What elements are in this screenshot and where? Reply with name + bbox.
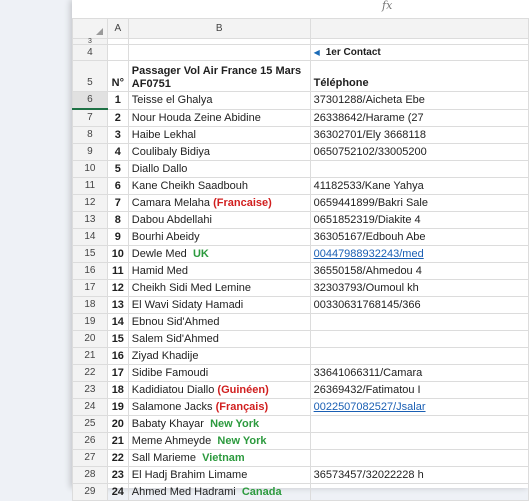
number-cell[interactable]: 3 xyxy=(107,127,128,144)
phone-text: 33641066311/Camara xyxy=(313,367,423,379)
row-header[interactable]: 15 xyxy=(73,246,108,263)
number-cell[interactable]: 11 xyxy=(107,263,128,280)
spreadsheet-grid xyxy=(72,18,529,501)
row-header[interactable]: 14 xyxy=(73,229,108,246)
table-row xyxy=(73,467,529,484)
passenger-name: Ebnou Sid'Ahmed xyxy=(131,316,220,328)
passenger-note: (Francaise) xyxy=(213,197,272,209)
number-cell[interactable]: 17 xyxy=(107,365,128,382)
select-all-corner[interactable] xyxy=(73,19,108,39)
phone-cell[interactable] xyxy=(310,365,528,382)
row-header[interactable]: 25 xyxy=(73,416,108,433)
column-header-a[interactable]: A xyxy=(107,19,128,39)
phone-text: 0659441899/Bakri Sale xyxy=(313,197,428,209)
row-header[interactable]: 3 xyxy=(73,39,108,45)
passenger-note: New York xyxy=(217,435,267,447)
select-all-triangle-icon xyxy=(96,28,103,35)
table-row xyxy=(73,144,529,161)
table-row xyxy=(73,297,529,314)
row-header[interactable]: 10 xyxy=(73,161,108,178)
row-header[interactable]: 21 xyxy=(73,348,108,365)
number-header-cell[interactable]: N° xyxy=(107,61,128,92)
phone-cell[interactable] xyxy=(310,109,528,127)
number-cell[interactable]: 24 xyxy=(107,484,128,501)
passenger-name-cell[interactable] xyxy=(128,280,310,297)
row-header[interactable]: 11 xyxy=(73,178,108,195)
row-header[interactable]: 27 xyxy=(73,450,108,467)
table-row xyxy=(73,331,529,348)
passenger-name: Dewle Med xyxy=(131,248,187,260)
formula-bar[interactable] xyxy=(72,0,529,19)
table-row xyxy=(73,195,529,212)
fx-icon[interactable]: fx xyxy=(382,0,393,12)
passenger-name-cell[interactable] xyxy=(128,382,310,399)
passenger-name-cell[interactable] xyxy=(128,229,310,246)
passenger-name: Hamid Med xyxy=(131,265,189,277)
number-cell[interactable]: 13 xyxy=(107,297,128,314)
number-cell[interactable]: 2 xyxy=(107,109,128,127)
phone-text: 37301288/Aicheta Ebe xyxy=(313,94,425,107)
passenger-note: Canada xyxy=(241,486,282,498)
phone-text: 00330631768145/366 xyxy=(313,299,421,311)
passenger-name-cell[interactable] xyxy=(128,195,310,212)
column-header-b[interactable]: B xyxy=(128,19,310,39)
cell[interactable] xyxy=(107,45,128,61)
phone-text: 36550158/Ahmedou 4 xyxy=(313,265,422,277)
phone-cell[interactable] xyxy=(310,161,528,178)
phone-link[interactable]: 00447988932243/med xyxy=(313,248,424,260)
table-row xyxy=(73,280,529,297)
phone-cell[interactable] xyxy=(310,246,528,263)
phone-cell[interactable] xyxy=(310,399,528,416)
phone-text: 26338642/Harame (27 xyxy=(313,111,424,124)
passenger-name: Meme Ahmeyde xyxy=(131,435,212,447)
passenger-name-cell[interactable] xyxy=(128,127,310,144)
passenger-name: Coulibaly Bidiya xyxy=(131,146,211,158)
table-row xyxy=(73,161,529,178)
phone-cell[interactable] xyxy=(310,450,528,467)
row-header[interactable]: 7 xyxy=(73,109,108,127)
passenger-name: Nour Houda Zeine Abidine xyxy=(131,111,261,124)
row-header[interactable]: 22 xyxy=(73,365,108,382)
phone-cell[interactable] xyxy=(310,467,528,484)
number-cell[interactable]: 8 xyxy=(107,212,128,229)
number-cell[interactable]: 4 xyxy=(107,144,128,161)
passenger-name: Dabou Abdellahi xyxy=(131,214,212,226)
row-header[interactable]: 19 xyxy=(73,314,108,331)
passenger-note: UK xyxy=(192,248,209,260)
passenger-name: Cheikh Sidi Med Lemine xyxy=(131,282,252,294)
arrow-left-icon: ◀ xyxy=(313,48,320,57)
passenger-name-cell[interactable] xyxy=(128,314,310,331)
phone-cell[interactable] xyxy=(310,229,528,246)
phone-cell[interactable] xyxy=(310,484,528,501)
passenger-name: Salamone Jacks xyxy=(131,401,213,413)
passenger-name: Bourhi Abeidy xyxy=(131,231,200,243)
table-row xyxy=(73,365,529,382)
passenger-note: (Guinéen) xyxy=(217,384,269,396)
row-header[interactable]: 17 xyxy=(73,280,108,297)
contact-header-cell[interactable] xyxy=(310,45,528,61)
passenger-name-cell[interactable] xyxy=(128,109,310,127)
passenger-name-cell[interactable] xyxy=(128,331,310,348)
phone-text: 0651852319/Diakite 4 xyxy=(313,214,421,226)
table-row xyxy=(73,484,529,501)
passenger-name: Babaty Khayar xyxy=(131,418,204,430)
number-cell[interactable]: 22 xyxy=(107,450,128,467)
table-row xyxy=(73,212,529,229)
passenger-note: Vietnam xyxy=(202,452,245,464)
row-header[interactable]: 24 xyxy=(73,399,108,416)
phone-cell[interactable] xyxy=(310,263,528,280)
phone-cell[interactable] xyxy=(310,178,528,195)
column-header-c[interactable] xyxy=(310,19,528,39)
passenger-name-cell[interactable] xyxy=(128,365,310,382)
phone-text: 26369432/Fatimatou I xyxy=(313,384,421,396)
table-row xyxy=(73,229,529,246)
phone-text: 36573457/32022228 h xyxy=(313,469,424,481)
passenger-name: Camara Melaha xyxy=(131,197,211,209)
passenger-name-cell[interactable] xyxy=(128,263,310,280)
table-row xyxy=(73,314,529,331)
passenger-name: El Wavi Sidaty Hamadi xyxy=(131,299,244,311)
passenger-name-cell[interactable] xyxy=(128,92,310,110)
passenger-name-cell[interactable] xyxy=(128,144,310,161)
row-header[interactable]: 8 xyxy=(73,127,108,144)
phone-cell[interactable] xyxy=(310,314,528,331)
table-row xyxy=(73,348,529,365)
phone-text: 0650752102/33005200 xyxy=(313,146,427,158)
passenger-note: New York xyxy=(210,418,260,430)
phone-text: 32303793/Oumoul kh xyxy=(313,282,419,294)
passenger-name: Teisse el Ghalya xyxy=(131,94,213,107)
row-header[interactable]: 29 xyxy=(73,484,108,501)
phone-text: 36302701/Ely 3668118 xyxy=(313,129,426,141)
row-header[interactable]: 6 xyxy=(73,92,108,110)
table-row xyxy=(73,416,529,433)
phone-header-cell[interactable]: Téléphone xyxy=(310,61,528,92)
table-row xyxy=(73,382,529,399)
phone-link[interactable]: 0022507082527/Jsalar xyxy=(313,401,426,413)
phone-cell[interactable] xyxy=(310,382,528,399)
passenger-name-cell[interactable] xyxy=(128,416,310,433)
row-header[interactable]: 23 xyxy=(73,382,108,399)
passenger-name: Sall Marieme xyxy=(131,452,196,464)
passenger-name-cell[interactable] xyxy=(128,348,310,365)
number-cell[interactable]: 21 xyxy=(107,433,128,450)
phone-cell[interactable] xyxy=(310,280,528,297)
phone-cell[interactable] xyxy=(310,331,528,348)
number-cell[interactable]: 23 xyxy=(107,467,128,484)
phone-cell[interactable] xyxy=(310,92,528,110)
passenger-name-cell[interactable] xyxy=(128,433,310,450)
phone-cell[interactable] xyxy=(310,297,528,314)
passenger-name: Kane Cheikh Saadbouh xyxy=(131,180,248,192)
number-cell[interactable]: 5 xyxy=(107,161,128,178)
passenger-name-cell[interactable] xyxy=(128,178,310,195)
table-row xyxy=(73,399,529,416)
phone-cell[interactable] xyxy=(310,195,528,212)
row-header[interactable]: 28 xyxy=(73,467,108,484)
number-cell[interactable]: 18 xyxy=(107,382,128,399)
table-row xyxy=(73,263,529,280)
passenger-name: Salem Sid'Ahmed xyxy=(131,333,219,345)
row-header[interactable]: 16 xyxy=(73,263,108,280)
passenger-name-cell[interactable] xyxy=(128,484,310,501)
phone-cell[interactable] xyxy=(310,433,528,450)
number-cell[interactable]: 14 xyxy=(107,314,128,331)
table-row xyxy=(73,178,529,195)
passenger-header-cell[interactable]: Passager Vol Air France 15 Mars AF0751 xyxy=(128,61,310,92)
phone-cell[interactable] xyxy=(310,144,528,161)
contact-header-label: 1er Contact xyxy=(325,47,381,58)
passenger-name-cell[interactable] xyxy=(128,450,310,467)
spreadsheet-window xyxy=(72,0,529,498)
passenger-name: Sidibe Famoudi xyxy=(131,367,209,379)
row-header[interactable]: 13 xyxy=(73,212,108,229)
passenger-name: El Hadj Brahim Limame xyxy=(131,469,248,481)
number-cell[interactable]: 12 xyxy=(107,280,128,297)
passenger-name-cell[interactable] xyxy=(128,467,310,484)
row-header[interactable]: 18 xyxy=(73,297,108,314)
passenger-name: Ziyad Khadije xyxy=(131,350,199,362)
number-cell[interactable]: 1 xyxy=(107,92,128,110)
phone-cell[interactable] xyxy=(310,127,528,144)
table-row xyxy=(73,92,529,110)
passenger-name-cell[interactable] xyxy=(128,399,310,416)
number-cell[interactable]: 6 xyxy=(107,178,128,195)
phone-cell[interactable] xyxy=(310,348,528,365)
table-row xyxy=(73,109,529,127)
row-header[interactable]: 4 xyxy=(73,45,108,61)
number-cell[interactable]: 19 xyxy=(107,399,128,416)
row-header[interactable]: 9 xyxy=(73,144,108,161)
passenger-name: Haibe Lekhal xyxy=(131,129,196,141)
number-cell[interactable]: 7 xyxy=(107,195,128,212)
row-header[interactable]: 20 xyxy=(73,331,108,348)
table-row xyxy=(73,246,529,263)
passenger-name-cell[interactable] xyxy=(128,246,310,263)
row-header[interactable]: 5 xyxy=(73,61,108,92)
table-row xyxy=(73,127,529,144)
number-cell[interactable]: 20 xyxy=(107,416,128,433)
passenger-name-cell[interactable] xyxy=(128,297,310,314)
passenger-name: Ahmed Med Hadrami xyxy=(131,486,236,498)
number-cell[interactable]: 9 xyxy=(107,229,128,246)
number-cell[interactable]: 15 xyxy=(107,331,128,348)
passenger-name-cell[interactable] xyxy=(128,161,310,178)
passenger-note: (Français) xyxy=(215,401,269,413)
phone-text: 41182533/Kane Yahya xyxy=(313,180,424,192)
number-cell[interactable]: 10 xyxy=(107,246,128,263)
phone-text: 36305167/Edbouh Abe xyxy=(313,231,426,243)
passenger-name: Kadidiatou Diallo xyxy=(131,384,215,396)
table-row xyxy=(73,433,529,450)
cell[interactable] xyxy=(128,45,310,61)
table-row xyxy=(73,450,529,467)
passenger-name: Diallo Dallo xyxy=(131,163,188,175)
phone-cell[interactable] xyxy=(310,212,528,229)
row-header[interactable]: 26 xyxy=(73,433,108,450)
passenger-name-cell[interactable] xyxy=(128,212,310,229)
row-header[interactable]: 12 xyxy=(73,195,108,212)
number-cell[interactable]: 16 xyxy=(107,348,128,365)
phone-cell[interactable] xyxy=(310,416,528,433)
